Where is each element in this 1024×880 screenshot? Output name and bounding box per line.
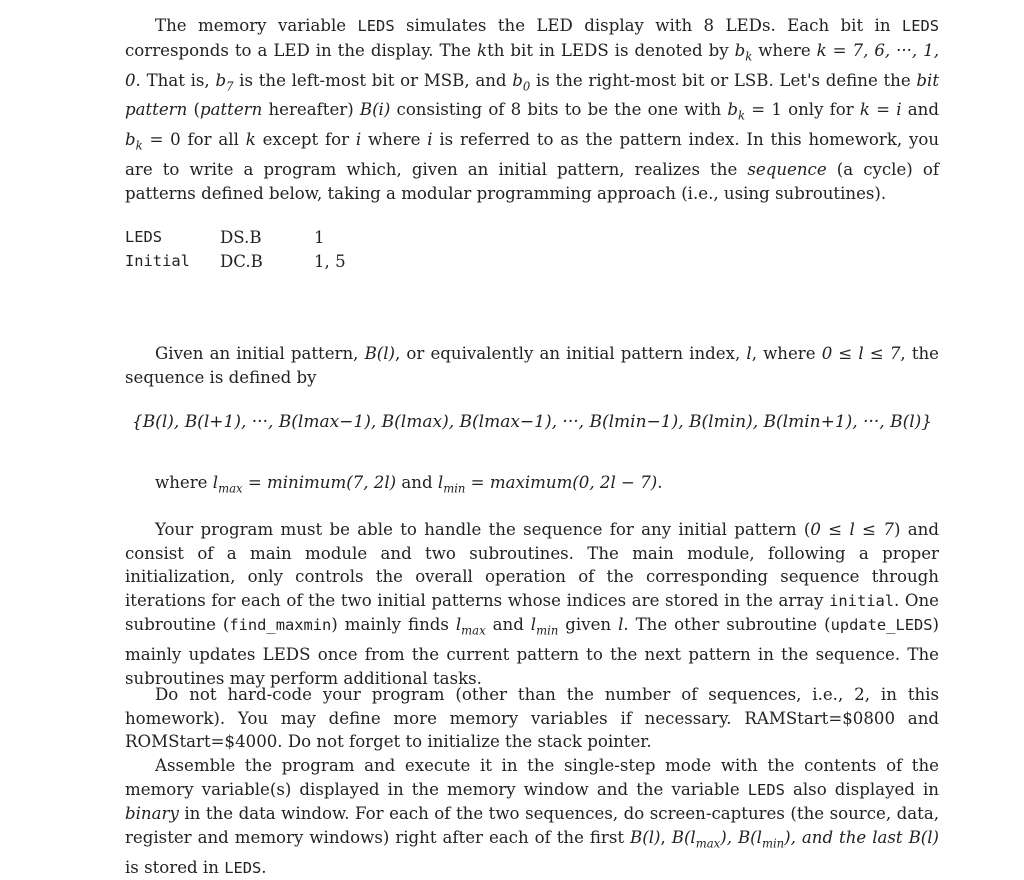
program-requirements-paragraph: Your program must be able to handle the sequence for any initial pattern (0 ≤ l ≤ 7) and consist of a main module and two subroutines. The main module, following a proper initialization, only controls the overall operation of the corresponding sequence through iterations for each of the two initial patterns whose indices are stored in the array initial. One subroutine (find_maxmin) mainly finds $l_{max}$ and $l_{min}$ given l. The other subroutine (update_LEDS) mainly updates LEDS once from the current pattern to the next pattern in the sequence. The subroutines may perform additional tasks. xyxy=(125,520,939,688)
declaration-value: 1 xyxy=(314,228,325,247)
memory-declarations xyxy=(125,226,525,273)
sequence-formula: {B(l), B(l+1), ···, B(lmax−1), B(lmax), B(lmax−1), ···, B(lmin−1), B(lmin), B(lmin+1), ···, B(l)} xyxy=(131,412,933,432)
assemble-paragraph: Assemble the program and execute it in the single-step mode with the contents of the memory variable(s) displayed in the memory window and the variable LEDS also displayed in binary in the data window. For each of the two sequences, do screen-captures (the source, data, register and memory windows) right after each of the first B(l), $B(l_{max})$, $B(l_{min})$, and the last B(l) is stored in LEDS. xyxy=(125,756,940,877)
sequence-definition-paragraph: Given an initial pattern, B(l), or equivalently an initial pattern index, l, where 0 ≤ l ≤ 7, the sequence is defined by xyxy=(125,344,939,387)
where-line: where $l_{max}$ = minimum(7, 2l) and $l_{min}$ = maximum(0, 2l − 7). xyxy=(155,473,663,496)
declaration-row-initial xyxy=(125,250,525,274)
hardcode-paragraph: Do not hard-code your program (other than the number of sequences, i.e., 2, in this homework). You may define more memory variables if necessary. RAMStart=$0800 and ROMStart=$4000. Do not forget to initialize the stack pointer. xyxy=(125,685,939,752)
declaration-label: Initial xyxy=(125,251,190,270)
declaration-label: LEDS xyxy=(125,228,163,246)
declaration-row-leds xyxy=(125,226,525,250)
declaration-directive: DS.B xyxy=(220,228,262,247)
declaration-value: 1, 5 xyxy=(314,251,346,271)
intro-paragraph: The memory variable LEDS simulates the LED display with 8 LEDs. Each bit in LEDS corresponds to a LED in the display. The kth bit in LEDS is denoted by $b_k$ where k = 7, 6, ···, 1, 0. That is, $b_7$ is the left-most bit or MSB, and $b_0$ is the right-most bit or LSB. Let's define the bit pattern (pattern hereafter) B(i) consisting of 8 bits to be the one with $b_k = 1$ only for k = i and $b_k = 0$ for all k except for i where i is referred to as the pattern index. In this homework, you are to write a program which, given an initial pattern, realizes the sequence (a cycle) of patterns defined below, taking a modular programming approach (i.e., using subroutines). xyxy=(125,16,940,203)
declaration-directive: DC.B xyxy=(220,251,263,271)
